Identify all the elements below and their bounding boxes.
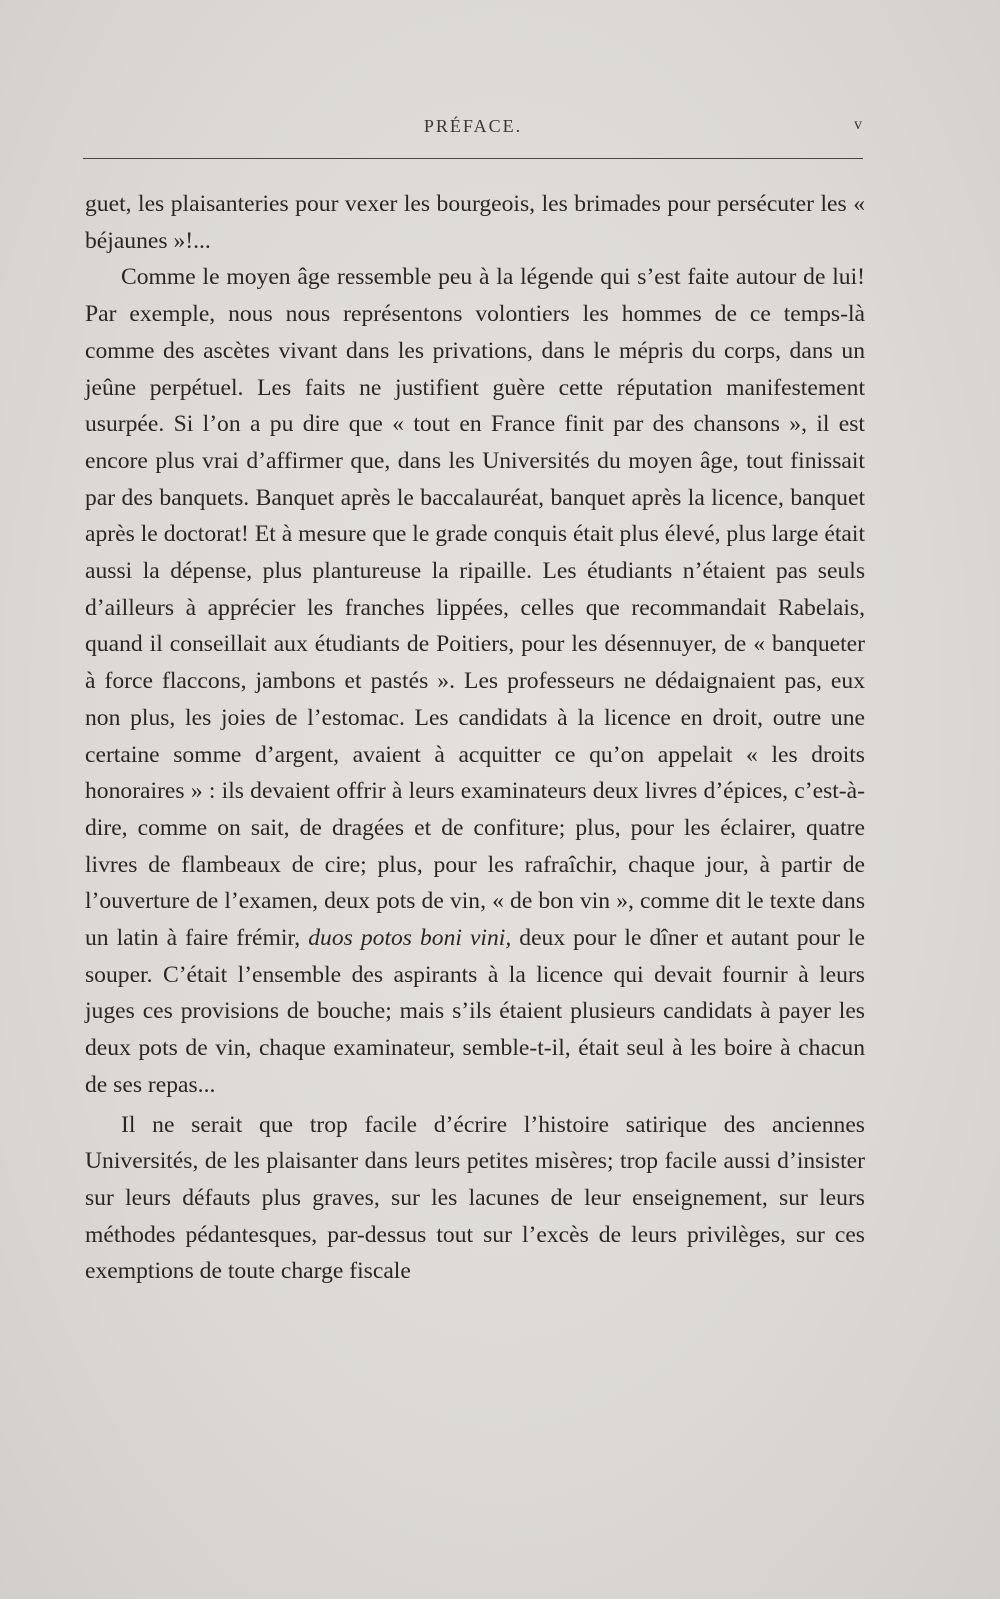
- paragraph-2-text-before: Comme le moyen âge ressemble peu à la légende qui s’est faite autour de lui! Par exemple, nous nous représentons volontiers les hommes de ce temps-là comme des ascètes vivant dans les privations, dans le mépris du corps, dans un jeûne perpétuel. Les faits ne justifient guère cette réputation manifestement usurpée. Si l’on a pu dire que « tout en France finit par des chansons », il est encore plus vrai d’affirmer que, dans les Universités du moyen âge, tout finissait par des banquets. Banquet après le baccalauréat, banquet après la licence, banquet après le doctorat! Et à mesure que le grade conquis était plus élevé, plus large était aussi la dépense, plus plantureuse la ripaille. Les étudiants n’étaient pas seuls d’ailleurs à apprécier les franches lippées, celles que recommandait Rabelais, quand il conseillait aux étudiants de Poitiers, pour les désennuyer, de « banqueter à force flaccons, jambons et pastés ». Les professeurs ne dédaignaient pas, eux non plus, les joies de l’estomac. Les candidats à la licence en droit, outre une certaine somme d’argent, avaient à acquitter ce qu’on appelait « les droits honoraires » : ils devaient offrir à leurs examinateurs deux livres d’épices, c’est-à-dire, comme on sait, de dragées et de confiture; plus, pour les éclairer, quatre livres de flambeaux de cire; plus, pour les rafraîchir, chaque jour, à partir de l’ouverture de l’examen, deux pots de vin, « de bon vin », comme dit le texte dans un latin à faire frémir,: [85, 264, 865, 952]
- header-rule: [83, 158, 863, 159]
- page-header: [83, 116, 863, 146]
- body-text: [85, 186, 865, 1290]
- page-number: v: [854, 116, 863, 133]
- paragraph-2-text-after: deux pour le dîner et autant pour le souper. C’était l’ensemble des aspirants à la licence qui devait fournir à leurs juges ces provisions de bouche; mais s’ils étaient plusieurs candidats à payer les deux pots de vin, chaque examinateur, semble-t-il, était seul à les boire à chacun de ses repas...: [85, 925, 866, 1098]
- running-title: PRÉFACE.: [423, 116, 523, 136]
- paragraph-1: guet, les plaisanteries pour vexer les bourgeois, les brimades pour persécuter les « béjaunes »!...: [85, 191, 865, 254]
- paragraph-2-latin-quote: duos potos boni vini,: [308, 925, 512, 952]
- paragraph-2: [85, 259, 865, 1103]
- paragraph-3: Il ne serait que trop facile d’écrire l’histoire satirique des anciennes Universités, de les plaisanter dans leurs petites misères; trop facile aussi d’insister sur leurs défauts plus graves, sur les lacunes de leur enseignement, sur leurs méthodes pédantesques, par-dessus tout sur l’excès de leurs privilèges, sur ces exemptions de toute charge fiscale: [85, 1111, 865, 1285]
